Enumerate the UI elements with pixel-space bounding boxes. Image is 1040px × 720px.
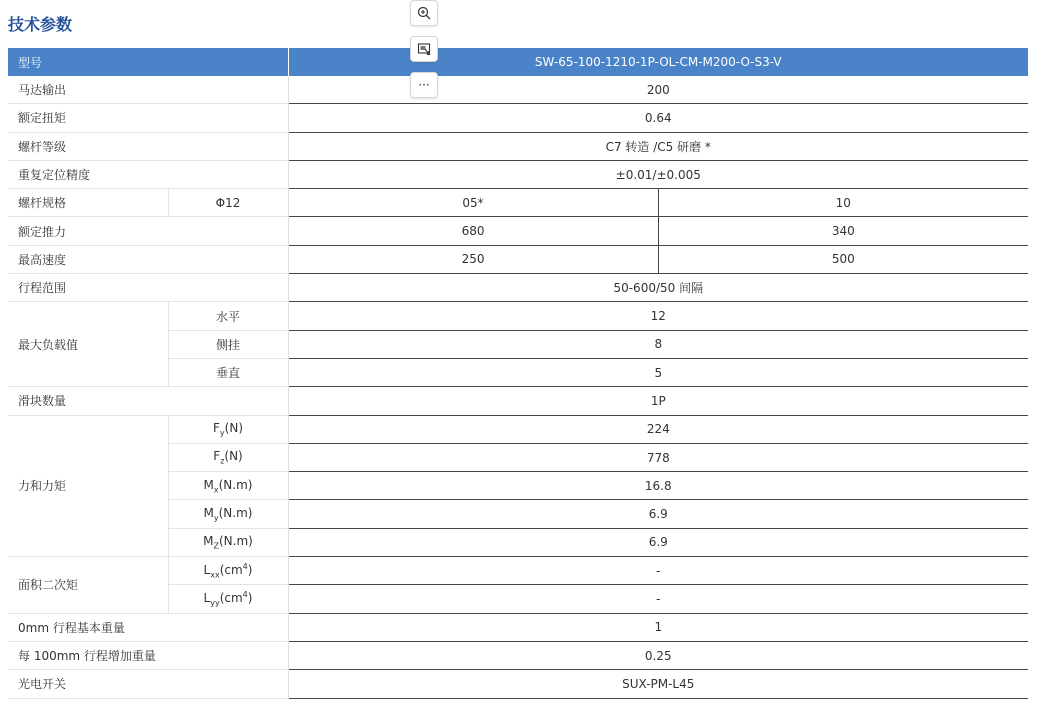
row-label: 马达输出 [8,76,288,104]
row-label: 面积二次矩 [8,557,168,614]
row-sub-label: 侧挂 [168,330,288,358]
row-label: 0mm 行程基本重量 [8,613,288,641]
spec-table [8,48,1028,699]
more-icon: ··· [418,78,430,92]
table-row [8,160,1028,188]
row-label: 重复定位精度 [8,160,288,188]
row-label: 螺杆规格 [8,189,168,217]
table-header-row [8,48,1028,76]
model-label: 型号 [8,48,288,76]
zoom-in-button[interactable] [410,0,438,26]
row-value: 224 [288,415,1028,443]
row-sub-label: $M_x(N.m)$ [168,472,288,500]
row-value: - [288,585,1028,613]
row-value: 0.25 [288,641,1028,669]
row-value: - [288,557,1028,585]
table-row [8,189,1028,217]
row-label: 每 100mm 行程增加重量 [8,641,288,669]
row-value: 6.9 [288,528,1028,556]
row-value: 778 [288,443,1028,471]
row-sub-label: $L_{yy}(cm^4)$ [168,585,288,613]
row-value: 5 [288,358,1028,386]
row-sub-label: 水平 [168,302,288,330]
row-value: 1P [288,387,1028,415]
row-value: SUX-PM-L45 [288,670,1028,698]
row-value-b: 500 [658,245,1028,273]
row-label: 最高速度 [8,245,288,273]
row-value: 0.64 [288,104,1028,132]
row-value: C7 转造 /C5 研磨 * [288,132,1028,160]
row-value-a: 05* [288,189,658,217]
row-value-b: 10 [658,189,1028,217]
row-label: 最大负载值 [8,302,168,387]
row-label: 额定推力 [8,217,288,245]
row-value: 8 [288,330,1028,358]
row-sub-label: $L_{xx}(cm^4)$ [168,557,288,585]
row-label: 额定扭矩 [8,104,288,132]
row-label: 滑块数量 [8,387,288,415]
row-value-b: 340 [658,217,1028,245]
table-row [8,415,1028,443]
row-label: 螺杆等级 [8,132,288,160]
row-label: 行程范围 [8,274,288,302]
row-value-a: 250 [288,245,658,273]
row-sub-label: $M_y(N.m)$ [168,500,288,528]
table-row [8,557,1028,585]
table-row [8,302,1028,330]
table-row [8,670,1028,698]
page-title: 技术参数 [8,15,73,34]
model-value: SW-65-100-1210-1P-OL-CM-M200-O-S3-V [288,48,1028,76]
table-row [8,387,1028,415]
row-value: 1 [288,613,1028,641]
table-row [8,245,1028,273]
table-row [8,104,1028,132]
row-value-a: 680 [288,217,658,245]
row-value: 50-600/50 间隔 [288,274,1028,302]
row-value: 16.8 [288,472,1028,500]
row-sub-label: Φ12 [168,189,288,217]
row-label: 力和力矩 [8,415,168,556]
row-sub-label: 垂直 [168,358,288,386]
table-row [8,217,1028,245]
table-row [8,76,1028,104]
row-value: 12 [288,302,1028,330]
table-row [8,274,1028,302]
screenshot-button[interactable] [410,36,438,62]
row-sub-label: $F_y(N)$ [168,415,288,443]
screenshot-icon [417,42,431,56]
more-button[interactable] [410,72,438,98]
row-value: 6.9 [288,500,1028,528]
zoom-in-icon [417,6,431,20]
row-value: 200 [288,76,1028,104]
row-sub-label: $M_Z(N.m)$ [168,528,288,556]
row-value: ±0.01/±0.005 [288,160,1028,188]
floating-toolbar [410,0,438,108]
table-row [8,613,1028,641]
row-sub-label: $F_z(N)$ [168,443,288,471]
row-label: 光电开关 [8,670,288,698]
table-row [8,132,1028,160]
table-row [8,641,1028,669]
